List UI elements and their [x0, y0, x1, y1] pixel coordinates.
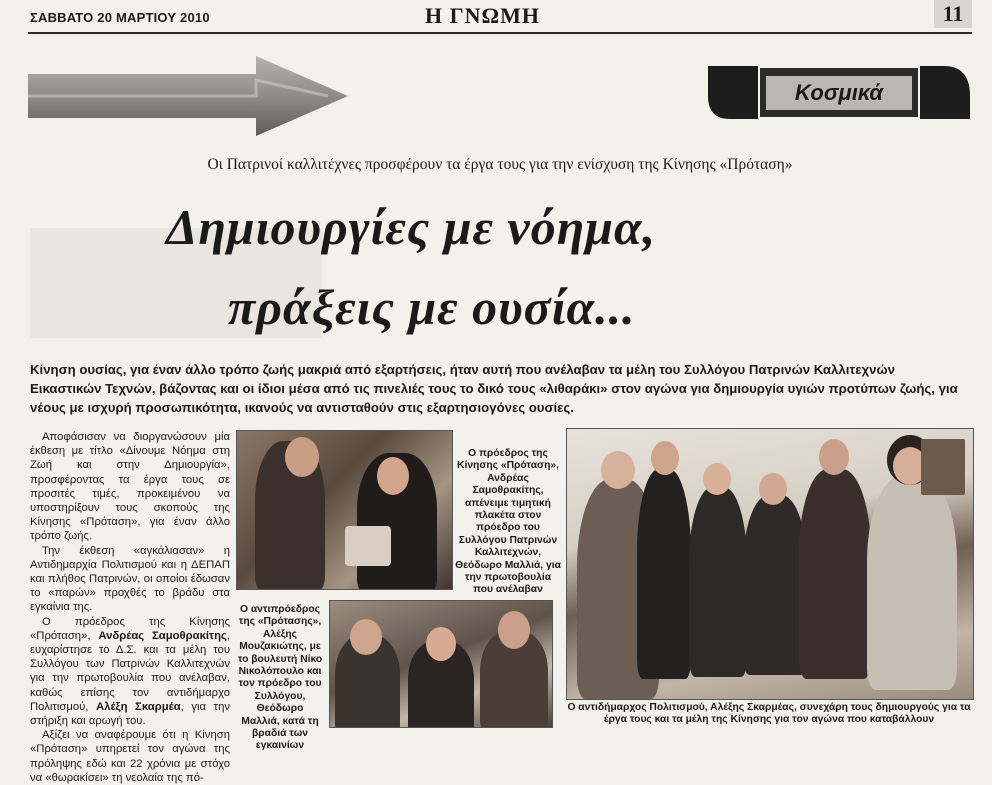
page-number: 11 [934, 0, 972, 28]
body-paragraph: Αποφάσισαν να διοργανώσουν μία έκθεση με τίτλο «Δίνουμε Νόημα στη Ζωή και στην Δημιουργία», προσφέροντας τα έργα τους σε προσιτές τιμές, προκειμένου να υποστηρίξουν τους σκοπούς της Κίνησης «Πρόταση», για έναν άλλο τρόπο ζωής. [30, 431, 230, 543]
body-paragraph: Αξίζει να αναφέρουμε ότι η Κίνηση «Πρόταση» υπηρετεί τον αγώνα της πρόληψης εδώ και 22 χρόνια με στόχο να «θωρακίσει» τη νεολαία της πό- [30, 729, 230, 784]
header-date: ΣΑΒΒΑΤΟ 20 ΜΑΡΤΙΟΥ 2010 [30, 10, 210, 25]
section-label: Κοσμικά [766, 76, 912, 110]
body-text: , ευχαρίστησε το Δ.Σ. και τα μέλη του Συλλόγου των Πατρινών Καλλιτεχνών για την πρωτοβουλία που ανέλαβαν, καθώς επίσης τον αντιδήμαρχο Πολιτισμού, [30, 629, 230, 713]
header-rule [28, 32, 972, 34]
article-lead: Κίνηση ουσίας, για έναν άλλο τρόπο ζωής μακριά από εξαρτήσεις, ήταν αυτή που ανέλαβαν τα μέλη του Συλλόγου Πατρινών Καλλιτεχνών Εικαστικών Τεχνών, βάζοντας και οι ίδιοι μέσα από τις πινελιές τους το δικό τους «λιθαράκι» στον αγώνα για δημιουργία υγιών προτύπων ζωής, για νέους με ισχυρή προσωπικότητα, ικανούς να αντισταθούν στις εξαρτησιογόνες ουσίες. [30, 362, 958, 415]
arrow-graphic [28, 50, 348, 142]
article-kicker: Οι Πατρινοί καλλιτέχνες προσφέρουν τα έργα τους για την ενίσχυση της Κίνησης «Πρόταση» [207, 156, 793, 173]
caption-photo-1: Ο πρόεδρος της Κίνησης «Πρόταση», Ανδρέας Σαμοθρακίτης, απένειμε τιμητική πλακέτα στον πρόεδρο του Συλλόγου Πατρινών Καλλιτεχνών, Θεόδωρο Μαλλιά, για την πρωτοβουλία που ανέλαβαν [455, 448, 561, 596]
headline-line-2: πράξεις με ουσία... [228, 279, 636, 335]
caption-photo-3: Ο αντιδήμαρχος Πολιτισμού, Αλέξης Σκαρμέας, συνεχάρη τους δημιουργούς για τα έργα τους και τα μέλη της Κίνησης για τον αγώνα που καταβάλλουν [567, 702, 971, 726]
body-text: Ο πρόεδρος της Κίνησης «Πρόταση», [30, 615, 230, 642]
body-text: , για την στήριξη και αρωγή του. [30, 700, 231, 728]
photo-group-gallery [566, 428, 974, 700]
photo-three-men [329, 600, 553, 728]
photo-plaque-award [236, 430, 453, 590]
caption-photo-2: Ο αντιπρόεδρος της «Πρότασης», Αλέξης Μουζακιώτης, με το βουλευτή Νίκο Νικολόπουλο και τον πρόεδρο του Συλλόγου, Θεόδωρο Μαλλιά, κατά τη βραδιά των εγκαινίων [237, 604, 323, 752]
body-paragraph: Την έκθεση «αγκάλιασαν» η Αντιδημαρχία Πολιτισμού και η ΔΕΠΑΠ και πλήθος Πατρινών, οι οποίοι έδωσαν το «παρών» προχθές το βράδυ στα εγκαίνια της. [30, 544, 230, 614]
person-name: Αλέξη Σκαρμέα [96, 700, 181, 713]
body-paragraph [30, 615, 230, 729]
headline-line-1: Δημιουργίες με νόημα, [166, 199, 657, 255]
person-name: Ανδρέας Σαμοθρακίτης [98, 629, 227, 642]
article-body [30, 430, 230, 785]
newspaper-masthead: Η ΓΝΩΜΗ [425, 3, 540, 28]
